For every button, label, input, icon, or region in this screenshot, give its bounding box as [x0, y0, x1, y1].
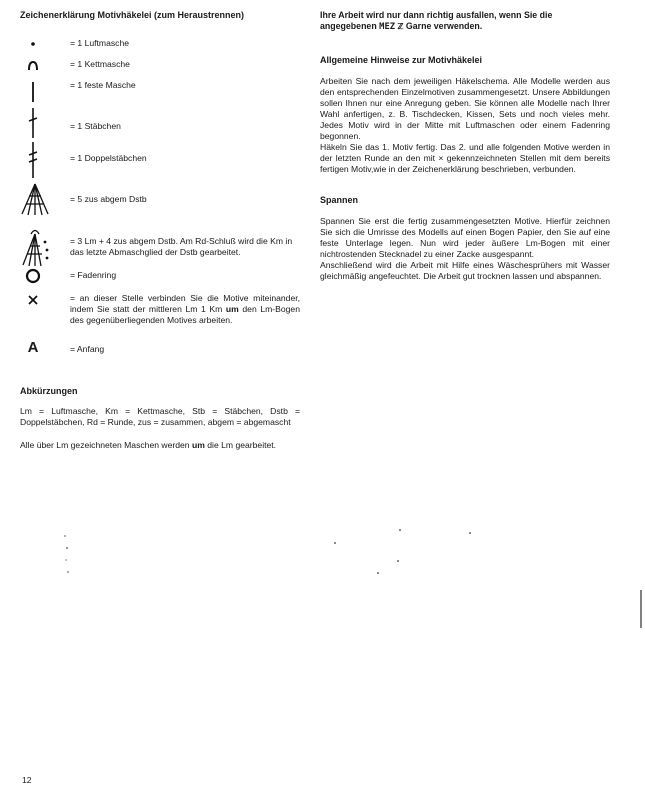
edge-mark: [638, 590, 644, 630]
legend-item-staebchen: [20, 106, 300, 140]
vertical-line-icon: [20, 80, 46, 104]
legend-text: = 3 Lm + 4 zus abgem Dstb. Am Rd-Schluß wird die Km in das letzte Abmaschglied der Dstb gearbeitet.: [70, 236, 293, 257]
fan-icon: [20, 180, 50, 218]
legend-text: = Fadenring: [70, 270, 117, 280]
legend-item-anfang: [20, 340, 300, 358]
legend-item-zus-abgem-dstb: [20, 180, 300, 224]
brand-name: MEZ: [379, 22, 396, 32]
page-number: 12: [22, 775, 32, 785]
legend-text: = 1 Stäbchen: [70, 121, 121, 131]
note-part: Alle über Lm gezeichneten Maschen werden: [20, 440, 190, 450]
note-part: die Lm gearbeitet.: [207, 440, 277, 450]
legend-item-fadenring: [20, 268, 300, 286]
treble-icon: [20, 106, 46, 140]
note-bold: um: [191, 440, 205, 450]
general-paragraph-2: Häkeln Sie das 1. Motiv fertig. Das 2. und alle folgenden Motive werden in der letzten Runde an den mit × gekennzeichneten Stellen mit dem bereits fertigen Motiv,wie in der Zeichenerklärung beschrieben, verbunden.: [320, 142, 610, 174]
letter-a-icon: A: [27, 339, 39, 356]
spannen-heading: Spannen: [320, 195, 359, 205]
spannen-paragraph-1: Spannen Sie erst die fertig zusammengesetzten Motive. Hierfür zeichnen Sie sich die Umrisse des Modells auf einen Bogen Papier, den Sie auf eine feste Unterlage legen. Nun wird jeder äußere Lm-Bogen mit einer nichtrostenden Stecknadel zu einer Zacke ausgespannt.: [320, 216, 610, 259]
intro-part: Garne verwenden.: [405, 21, 483, 31]
cross-icon: [20, 293, 46, 307]
left-column: [20, 10, 300, 450]
legend-text: = 1 feste Masche: [70, 80, 136, 90]
legend-text: = 5 zus abgem Dstb: [70, 194, 147, 204]
abbreviations-note: [20, 440, 300, 451]
legend-text: = 1 Doppelstäbchen: [70, 153, 147, 163]
abbreviations-heading: Abkürzungen: [20, 386, 78, 396]
legend-item-feste-masche: [20, 80, 300, 106]
spannen-paragraph-2: Anschließend wird die Arbeit mit Hilfe eines Wäschesprühers mit Wasser gleichmäßig angefeuchtet. Die Arbeit gut trocknen lassen und abspannen.: [320, 260, 610, 281]
dot-icon: [20, 38, 46, 50]
legend-item-kettmasche: [20, 59, 300, 73]
legend-text: = Anfang: [70, 344, 105, 354]
legend-text-bold: um: [225, 304, 239, 314]
double-treble-icon: [20, 140, 46, 180]
brand-logo-icon: ℤ: [397, 22, 404, 31]
ring-icon: [20, 268, 46, 284]
fan-with-chain-icon: [20, 226, 50, 268]
general-paragraph-1: Arbeiten Sie nach dem jeweiligen Häkelschema. Alle Modelle werden aus den entsprechenden Einzelmotiven zusammengesetzt. Unsere Abbildungen sollen Ihnen nur eine Anregung geben. Sie können alle Modelle nach Ihrer Wahl anfertigen, z. B. Tischdecken, Kissen, Sets und noch vieles mehr. Jedes Motiv wird in der Mitte mit Luftmaschen oder einem Fadenring begonnen.: [320, 76, 610, 141]
abbreviations-text: Lm = Luftmasche, Km = Kettmasche, Stb = Stäbchen, Dstb = Doppelstäbchen, Rd = Runde, zus = zusammen, abgem = abgemascht: [20, 406, 300, 427]
legend-item-verbinden: [20, 293, 300, 343]
scan-speck: [330, 525, 510, 585]
legend-text: = 1 Luftmasche: [70, 38, 129, 48]
scan-speck: [60, 530, 72, 590]
abbreviations-section: [20, 386, 300, 451]
general-heading: Allgemeine Hinweise zur Motivhäkelei: [320, 55, 483, 65]
legend-text: [70, 293, 300, 326]
legend-item-doppelstaebchen: [20, 140, 300, 180]
right-column: [320, 10, 610, 282]
intro-text: [320, 10, 610, 33]
legend-text-part: = an dieser Stelle verbinden Sie die Motive miteinander, indem Sie statt der mittleren Lm 1 Km: [70, 293, 300, 314]
arch-icon: [20, 59, 46, 71]
legend-text-part: den Lm-Bogen des gegenüberliegenden Motives arbeiten.: [70, 304, 300, 325]
legend-heading: Zeichenerklärung Motivhäkelei (zum Heraustrennen): [20, 10, 245, 20]
legend-item-lm-dstb: [20, 226, 300, 270]
legend-text: = 1 Kettmasche: [70, 59, 130, 69]
intro-part: Ihre Arbeit wird nur dann richtig ausfallen, wenn Sie die angegebenen: [320, 10, 553, 31]
legend-item-luftmasche: [20, 38, 300, 52]
